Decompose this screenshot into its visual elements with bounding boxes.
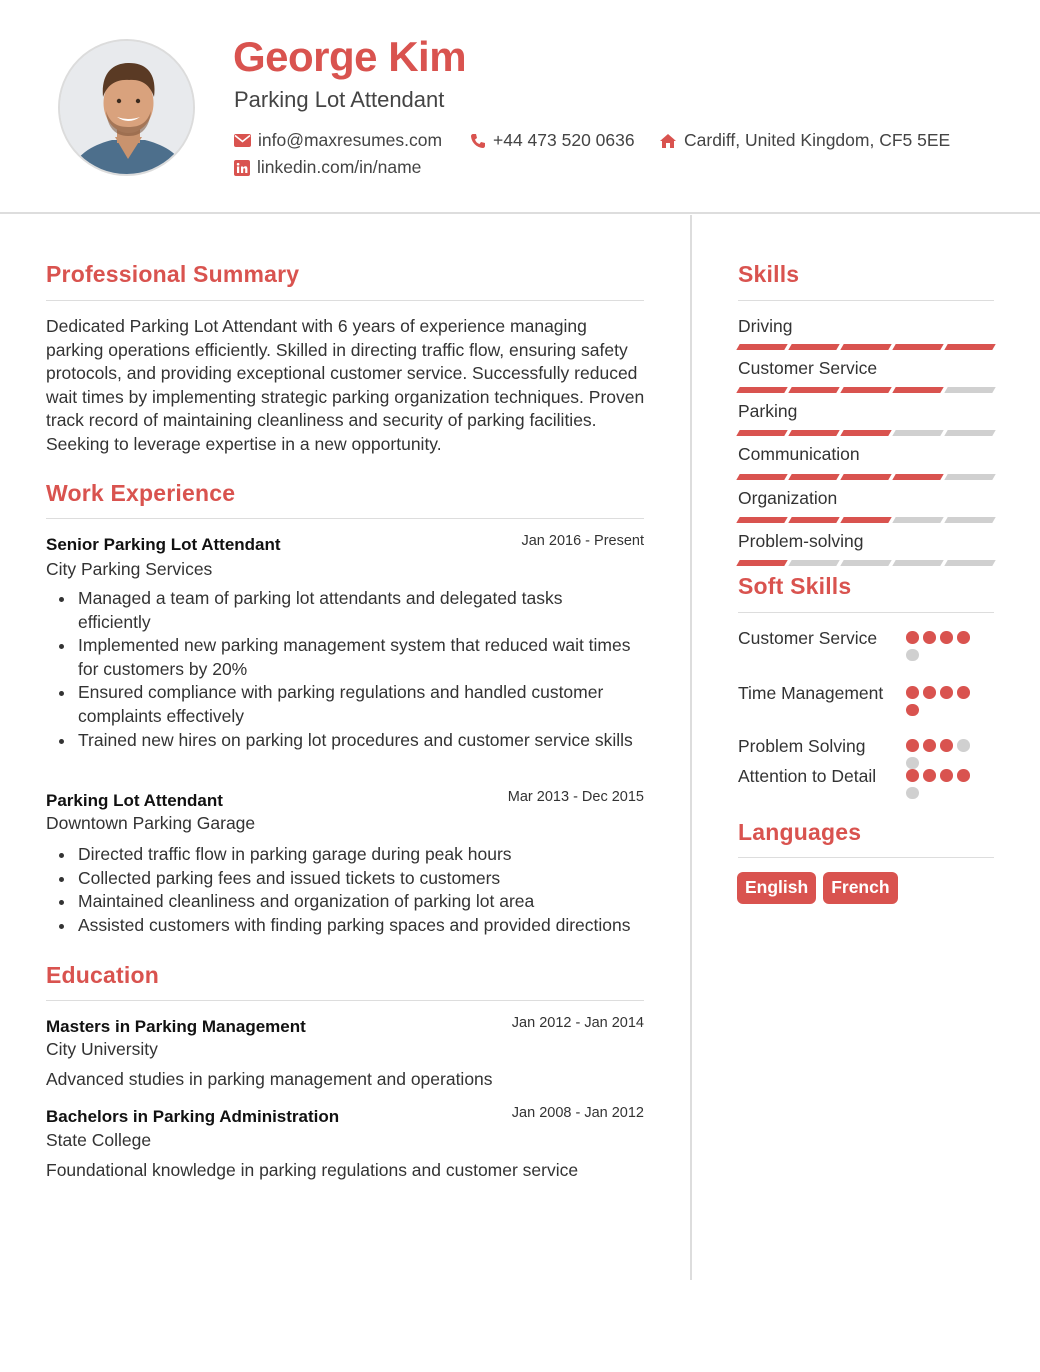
rating-dot [906,686,919,699]
degree-title: Masters in Parking Management [46,1017,306,1036]
linkedin-text: linkedin.com/in/name [257,157,422,177]
skill-segment [788,560,839,566]
skill-segment [736,430,787,436]
skill-rating-bar [738,474,994,480]
skill-segment [840,474,891,480]
skill-segment [892,387,943,393]
skill-segment [840,387,891,393]
rating-dot [906,704,919,717]
soft-skill-name: Attention to Detail [738,766,877,786]
rating-dot [957,769,970,782]
rating-dot [906,631,919,644]
skill-segment [944,387,995,393]
rating-dot [957,739,970,752]
experience-rule [46,518,644,519]
skill-rating-bar [738,387,994,393]
education-date: Jan 2012 - Jan 2014 [511,1015,644,1031]
rating-dot [906,769,919,782]
job-bullet: Directed traffic flow in parking garage during peak hours [78,843,638,867]
languages-rule [738,857,994,858]
summary-rule [46,300,644,301]
skill-segment [944,430,995,436]
rating-dot [940,769,953,782]
rating-dot [940,631,953,644]
rating-dot [906,757,919,770]
skill-name: Parking [738,401,798,421]
soft-skill-rating [906,769,978,799]
job-bullet: Managed a team of parking lot attendants and delegated tasks efficiently [78,587,638,634]
avatar-illustration [60,41,195,176]
skill-segment [736,517,787,523]
education-date: Jan 2008 - Jan 2012 [511,1105,644,1121]
contact-linkedin[interactable] [234,157,421,178]
job-bullet: Implemented new parking management system that reduced wait times for customers by 20% [78,634,638,681]
soft-skill-name: Problem Solving [738,736,866,756]
skill-name: Communication [738,444,860,464]
skill-segment [840,430,891,436]
soft-skill-name: Time Management [738,683,884,703]
skill-rating-bar [738,517,994,523]
rating-dot [923,631,936,644]
skill-segment [944,560,995,566]
rating-dot [940,739,953,752]
job-company: Downtown Parking Garage [46,813,256,833]
contact-phone[interactable] [470,130,635,151]
education-description: Advanced studies in parking management and operations [46,1069,493,1089]
job-title: Parking Lot Attendant [46,791,223,810]
languages-heading: Languages [738,819,862,845]
profile-photo [58,39,195,176]
email-text: info@maxresumes.com [258,130,443,150]
skill-segment [892,560,943,566]
phone-text: +44 473 520 0636 [493,130,635,150]
phone-icon [470,133,486,149]
summary-heading: Professional Summary [46,261,300,287]
job-date: Mar 2013 - Dec 2015 [507,789,644,805]
skill-segment [736,387,787,393]
resume-header [0,0,1040,214]
skill-segment [788,517,839,523]
envelope-icon [234,134,251,147]
rating-dot [957,631,970,644]
skill-segment [840,344,891,350]
contact-email[interactable] [234,130,442,151]
job-title: Senior Parking Lot Attendant [46,535,281,554]
skill-segment [736,344,787,350]
skill-segment [788,344,839,350]
school-name: City University [46,1039,158,1059]
rating-dot [906,739,919,752]
job-bullet: Collected parking fees and issued tickets to customers [78,867,638,891]
education-heading: Education [46,962,159,988]
location-text: Cardiff, United Kingdom, CF5 5EE [684,130,951,150]
skill-rating-bar [738,344,994,350]
job-company: City Parking Services [46,559,213,579]
skill-segment [840,517,891,523]
candidate-name: George Kim [233,33,467,80]
job-bullet: Ensured compliance with parking regulations and handled customer complaints effectively [78,681,638,728]
skill-segment [892,474,943,480]
skill-rating-bar [738,430,994,436]
home-icon [659,133,677,149]
job-date: Jan 2016 - Present [521,533,644,549]
skill-segment [788,430,839,436]
rating-dot [906,787,919,800]
skill-segment [944,517,995,523]
skill-rating-bar [738,560,994,566]
rating-dot [957,686,970,699]
rating-dot [940,686,953,699]
skill-segment [892,517,943,523]
soft-skill-rating [906,686,978,716]
skill-name: Driving [738,316,793,336]
rating-dot [923,686,936,699]
skill-segment [736,560,787,566]
candidate-title: Parking Lot Attendant [234,87,445,112]
job-bullets [78,843,638,937]
job-bullets [78,587,638,752]
skills-rule [738,300,994,301]
language-badge: French [823,872,897,904]
education-rule [46,1000,644,1001]
job-bullet: Assisted customers with finding parking spaces and provided directions [78,914,638,938]
skill-segment [944,344,995,350]
degree-title: Bachelors in Parking Administration [46,1107,340,1126]
soft-skill-name: Customer Service [738,628,878,648]
skill-segment [840,560,891,566]
summary-text: Dedicated Parking Lot Attendant with 6 years of experience managing parking operations efficiently. Skilled in directing traffic flow, ensuring safety protocols, and providing exceptional customer service. Successfully reduced wait times by implementing strategic parking organization techniques. Proven track record of maintaining cleanliness and security of parking facilities. Seeking to leverage expertise in a new opportunity. [46,316,645,454]
rating-dot [906,649,919,662]
skill-name: Problem-solving [738,531,864,551]
soft-skills-rule [738,612,994,613]
skill-segment [736,474,787,480]
skill-segment [788,387,839,393]
skill-segment [944,474,995,480]
school-name: State College [46,1130,152,1150]
skills-heading: Skills [738,261,800,287]
contact-location [659,130,950,151]
skill-segment [892,344,943,350]
job-bullet: Maintained cleanliness and organization of parking lot area [78,890,638,914]
rating-dot [923,769,936,782]
language-badge: English [737,872,816,904]
soft-skills-heading: Soft Skills [738,573,852,599]
skill-name: Organization [738,488,838,508]
soft-skill-rating [906,631,978,661]
linkedin-icon [234,160,250,176]
language-list [737,872,898,904]
soft-skill-rating [906,739,978,769]
skill-name: Customer Service [738,358,878,378]
experience-heading: Work Experience [46,480,236,506]
rating-dot [923,739,936,752]
job-bullet: Trained new hires on parking lot procedures and customer service skills [78,729,638,753]
skill-segment [788,474,839,480]
column-divider [690,215,692,1280]
skill-segment [892,430,943,436]
education-description: Foundational knowledge in parking regulations and customer service [46,1160,579,1180]
